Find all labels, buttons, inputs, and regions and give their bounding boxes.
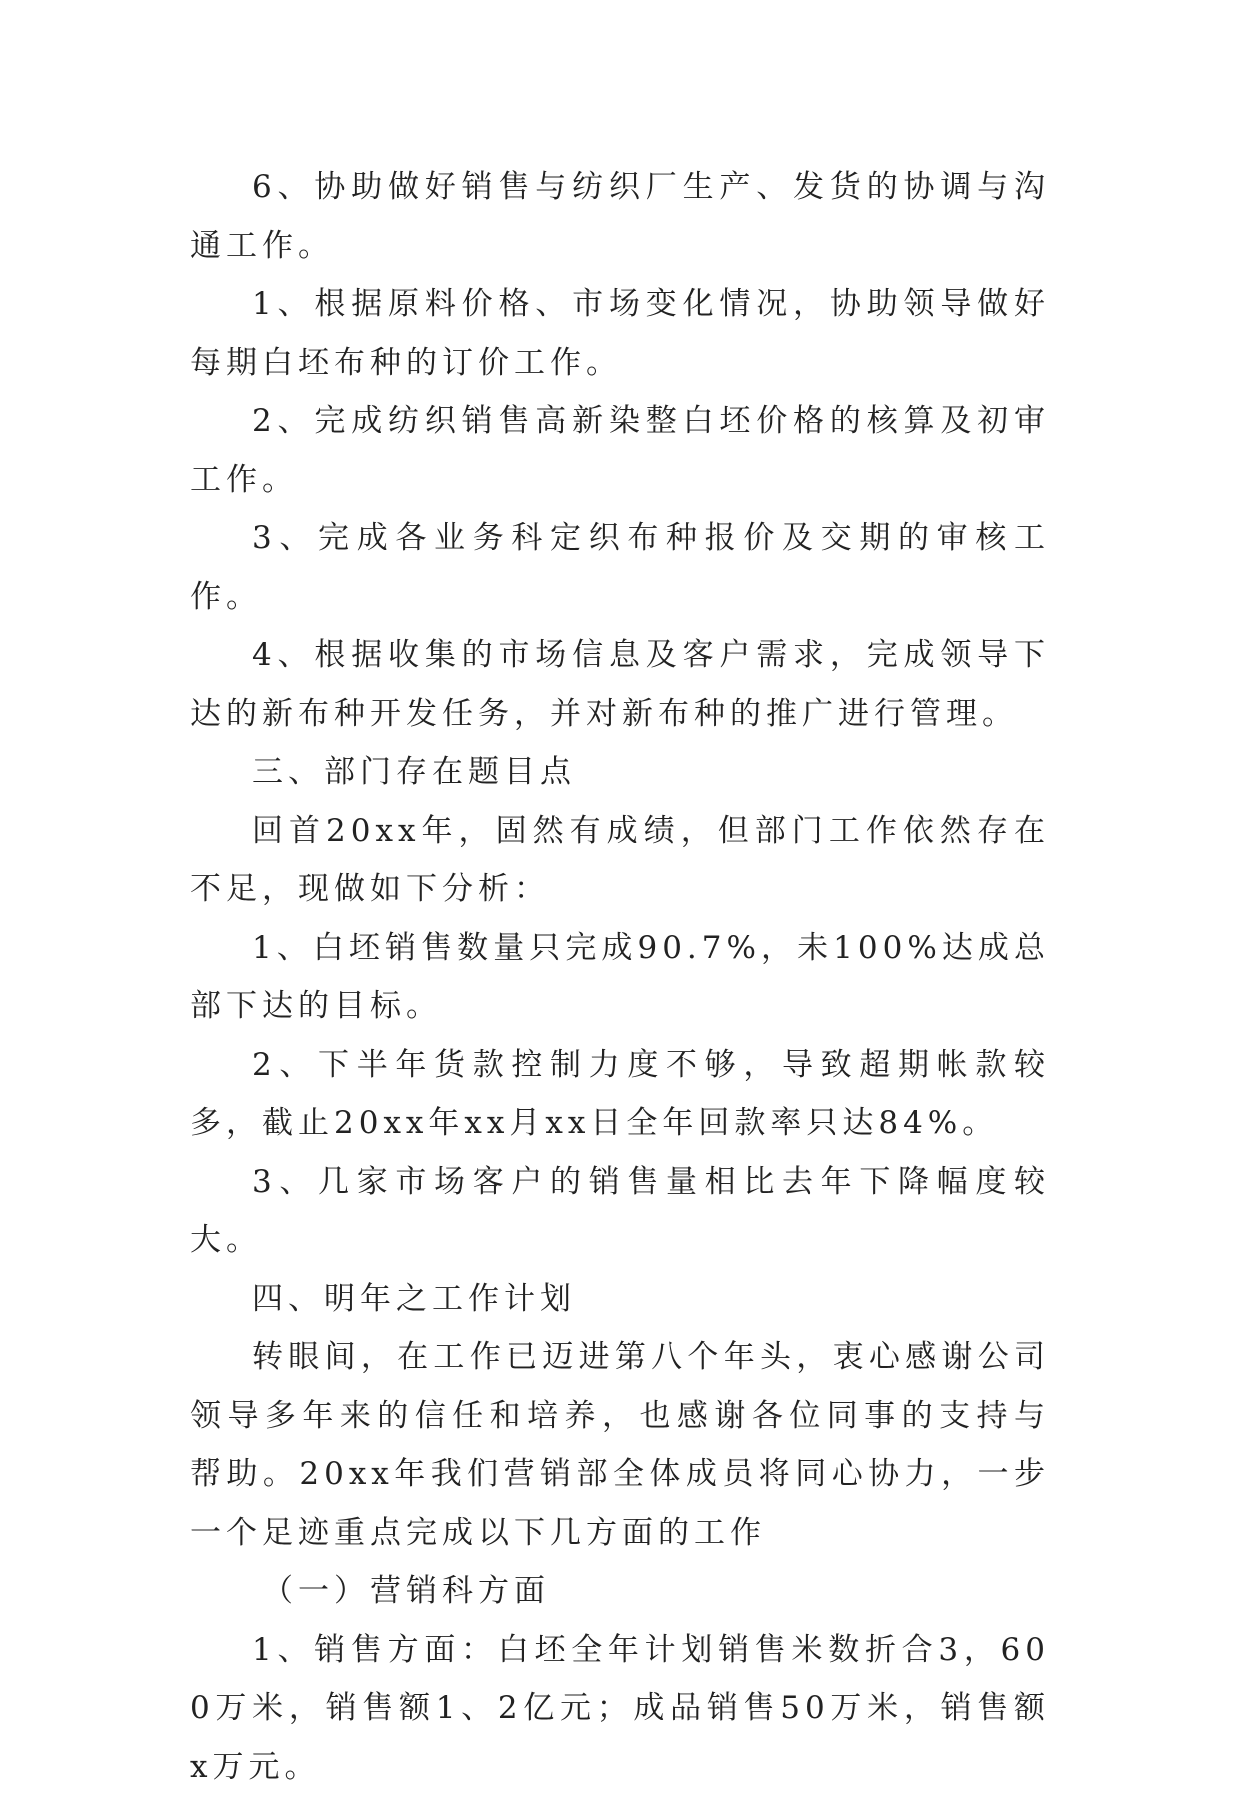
paragraph-plan-intro: 转眼间，在工作已迈进第八个年头，衷心感谢公司领导多年来的信任和培养，也感谢各位同事的支持与帮助。20xx年我们营销部全体成员将同心协力，一步一个足迹重点完成以下几方面的工作 (190, 1328, 1050, 1562)
problem-item-2: 2、下半年货款控制力度不够，导致超期帐款较多，截止20xx年xx月xx日全年回款率只达84%。 (190, 1036, 1050, 1153)
paragraph-item-6: 6、协助做好销售与纺织厂生产、发货的协调与沟通工作。 (190, 158, 1050, 275)
document-body (190, 158, 1050, 1796)
problem-item-1: 1、白坯销售数量只完成90.7%，未100%达成总部下达的目标。 (190, 919, 1050, 1036)
section-heading-plan: 四、明年之工作计划 (190, 1270, 1050, 1329)
paragraph-item-1: 1、根据原料价格、市场变化情况，协助领导做好每期白坯布种的订价工作。 (190, 275, 1050, 392)
paragraph-review: 回首20xx年，固然有成绩，但部门工作依然存在不足，现做如下分析： (190, 802, 1050, 919)
paragraph-item-4: 4、根据收集的市场信息及客户需求，完成领导下达的新布种开发任务，并对新布种的推广进行管理。 (190, 626, 1050, 743)
section-heading-problems: 三、部门存在题目点 (190, 743, 1050, 802)
paragraph-item-2: 2、完成纺织销售高新染整白坯价格的核算及初审工作。 (190, 392, 1050, 509)
plan-item-1: 1、销售方面：白坯全年计划销售米数折合3，600万米，销售额1、2亿元；成品销售50万米，销售额x万元。 (190, 1621, 1050, 1796)
paragraph-item-3: 3、完成各业务科定织布种报价及交期的审核工作。 (190, 509, 1050, 626)
subsection-heading-marketing: （一）营销科方面 (190, 1562, 1050, 1621)
problem-item-3: 3、几家市场客户的销售量相比去年下降幅度较大。 (190, 1153, 1050, 1270)
